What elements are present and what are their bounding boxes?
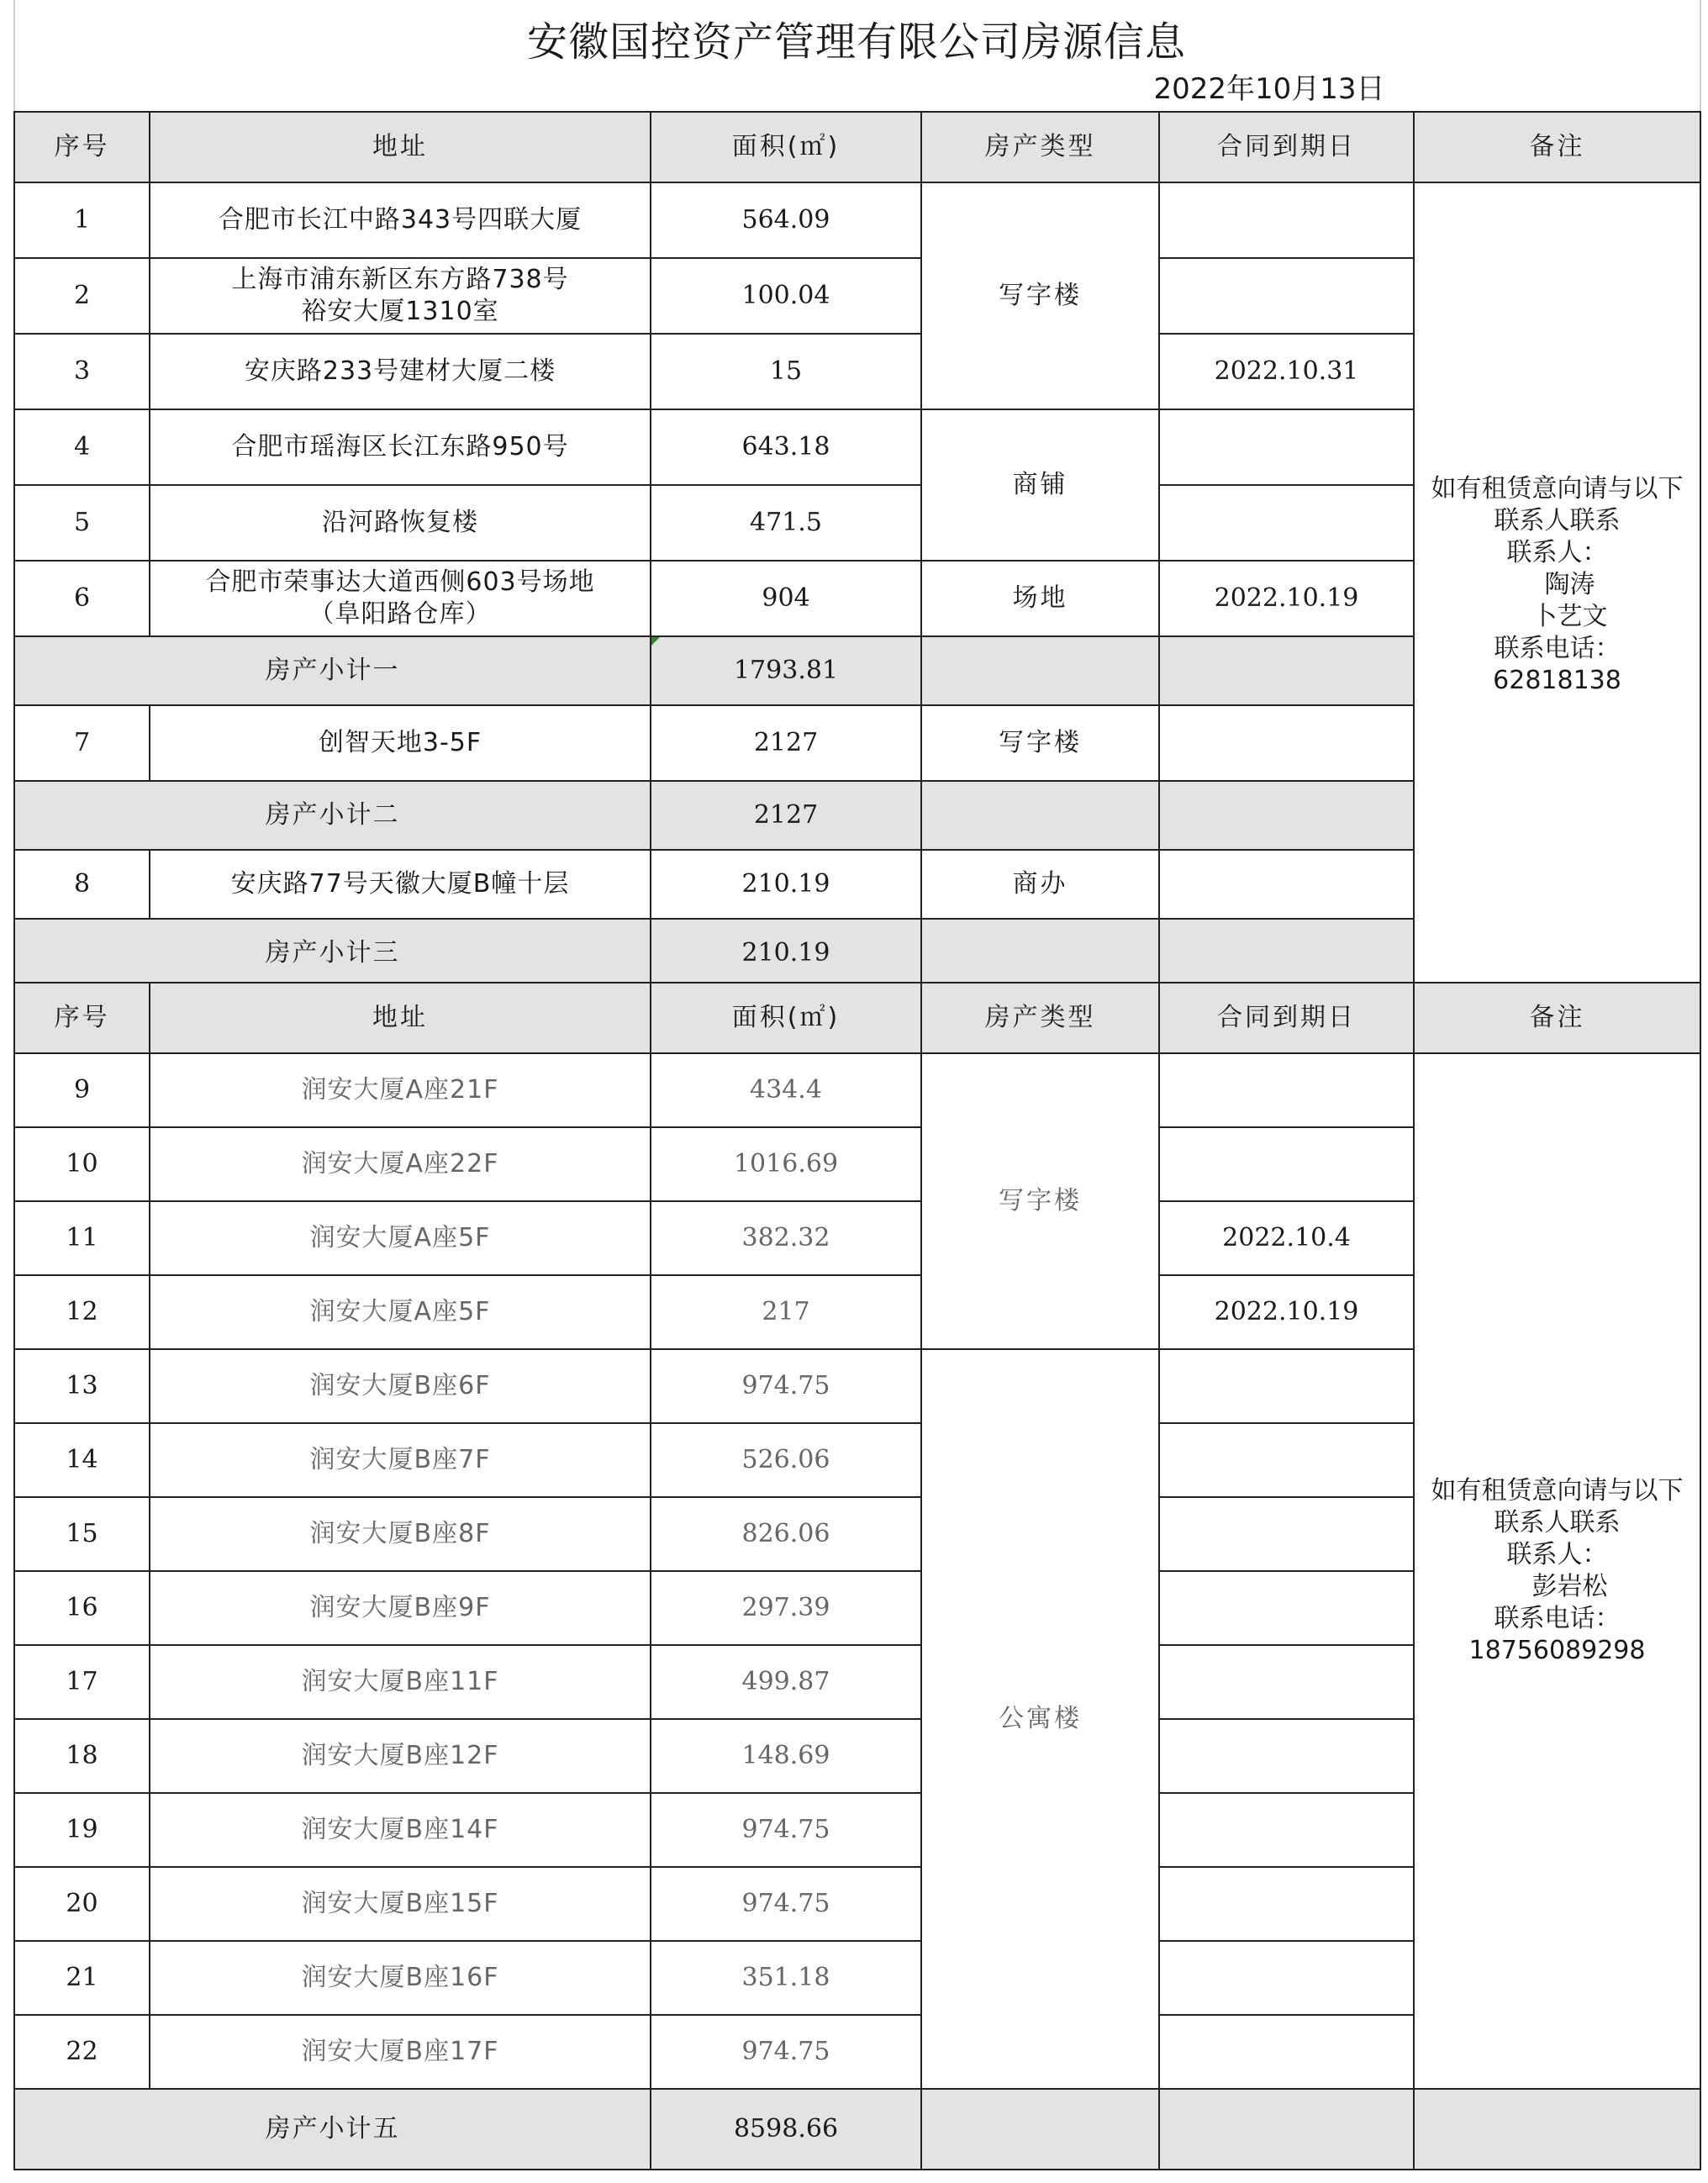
cell-seq: 9 [14,1053,150,1127]
cell-expiry [1159,1645,1414,1719]
cell-area: 148.69 [651,1719,921,1793]
cell-seq: 8 [14,850,150,919]
cell-area: 434.4 [651,1053,921,1127]
cell-address: 润安大厦A座5F [150,1275,651,1349]
cell-address: 合肥市瑶海区长江东路950号 [150,409,651,485]
address-line: 上海市浦东新区东方路738号 [231,265,569,294]
cell-seq: 1 [14,182,150,258]
subtotal-empty [921,2089,1159,2170]
cell-area: 351.18 [651,1941,921,2015]
cell-address: 安庆路77号天徽大厦B幢十层 [150,850,651,919]
cell-seq: 18 [14,1719,150,1793]
remarks-line: 联系电话： [1494,634,1621,663]
subtotal-value: 210.19 [651,919,921,988]
cell-area: 297.39 [651,1571,921,1645]
listing-table-1 [13,111,1701,989]
cell-area: 564.09 [651,182,921,258]
subtotal-value: 8598.66 [651,2089,921,2170]
cell-type: 商铺 [921,409,1159,561]
remarks-line: 联系人联系 [1494,1508,1621,1537]
header-remarks: 备注 [1414,983,1700,1053]
table-row [14,1053,1700,1127]
cell-seq: 6 [14,561,150,636]
cell-area: 643.18 [651,409,921,485]
cell-area: 974.75 [651,1793,921,1867]
cell-seq: 14 [14,1423,150,1497]
cell-seq: 19 [14,1793,150,1867]
subtotal-value: 2127 [651,781,921,850]
cell-type: 写字楼 [921,1053,1159,1349]
header-remarks: 备注 [1414,112,1700,182]
cell-seq: 2 [14,258,150,334]
subtotal-empty [1159,2089,1414,2170]
cell-address: 润安大厦B座17F [150,2015,651,2089]
cell-area: 217 [651,1275,921,1349]
subtotal-label: 房产小计二 [14,781,651,850]
cell-area: 100.04 [651,258,921,334]
cell-seq: 15 [14,1497,150,1571]
subtotal-value [651,636,921,705]
cell-type: 场地 [921,561,1159,636]
cell-seq: 4 [14,409,150,485]
remarks-line: 联系人： [1506,1540,1608,1569]
header-area: 面积(㎡) [651,112,921,182]
header-seq: 序号 [14,112,150,182]
cell-type: 公寓楼 [921,1349,1159,2089]
cell-area: 974.75 [651,2015,921,2089]
subtotal-label: 房产小计一 [14,636,651,705]
cell-seq: 21 [14,1941,150,2015]
cell-address: 润安大厦B座11F [150,1645,651,1719]
cell-expiry [1159,2015,1414,2089]
cell-address: 润安大厦A座22F [150,1127,651,1201]
cell-address: 润安大厦B座16F [150,1941,651,2015]
cell-expiry [1159,705,1414,781]
cell-expiry: 2022.10.4 [1159,1201,1414,1275]
cell-expiry [1159,182,1414,258]
cell-address: 润安大厦B座8F [150,1497,651,1571]
cell-address: 润安大厦B座6F [150,1349,651,1423]
subtotal-label: 房产小计五 [14,2089,651,2170]
subtotal-empty [1159,919,1414,988]
cell-address: 润安大厦A座5F [150,1201,651,1275]
cell-address: 润安大厦A座21F [150,1053,651,1127]
cell-address: 润安大厦B座7F [150,1423,651,1497]
cell-area: 471.5 [651,485,921,561]
header-area: 面积(㎡) [651,983,921,1053]
report-date: 2022年10月13日 [1153,72,1385,106]
cell-address [150,258,651,334]
cell-comment-marker [651,637,660,646]
sheet-border-right [1700,0,1701,111]
subtotal-empty [1414,2089,1700,2170]
cell-address: 安庆路233号建材大厦二楼 [150,334,651,409]
subtotal-value-text: 1793.81 [733,656,839,685]
cell-address: 润安大厦B座12F [150,1719,651,1793]
cell-address: 润安大厦B座9F [150,1571,651,1645]
cell-area: 526.06 [651,1423,921,1497]
cell-expiry [1159,1053,1414,1127]
cell-area: 15 [651,334,921,409]
subtotal-row [14,2089,1700,2170]
cell-seq: 5 [14,485,150,561]
address-line: （阜阳路仓库） [308,599,492,629]
cell-address: 润安大厦B座15F [150,1867,651,1941]
cell-seq: 17 [14,1645,150,1719]
remarks-line: 联系人联系 [1494,506,1621,535]
table-row [14,182,1700,258]
remarks-line: 联系人： [1506,538,1608,567]
cell-seq: 22 [14,2015,150,2089]
address-line: 裕安大厦1310室 [301,297,499,326]
cell-area: 382.32 [651,1201,921,1275]
cell-seq: 11 [14,1201,150,1275]
contact-phone: 62818138 [1493,666,1621,695]
cell-expiry: 2022.10.19 [1159,1275,1414,1349]
cell-area: 210.19 [651,850,921,919]
remarks-line: 联系电话： [1494,1604,1621,1633]
cell-seq: 3 [14,334,150,409]
cell-area: 974.75 [651,1349,921,1423]
cell-address: 合肥市长江中路343号四联大厦 [150,182,651,258]
remarks-line: 如有租赁意向请与以下 [1431,474,1684,504]
header-seq: 序号 [14,983,150,1053]
cell-area: 904 [651,561,921,636]
cell-expiry [1159,1941,1414,2015]
cell-area: 974.75 [651,1867,921,1941]
contact-name: 彭岩松 [1531,1572,1608,1601]
cell-expiry [1159,485,1414,561]
cell-address: 创智天地3-5F [150,705,651,781]
cell-seq: 10 [14,1127,150,1201]
cell-seq: 12 [14,1275,150,1349]
cell-expiry [1159,258,1414,334]
cell-expiry [1159,1867,1414,1941]
cell-expiry [1159,1497,1414,1571]
remarks-line: 如有租赁意向请与以下 [1431,1476,1684,1505]
header-expiry: 合同到期日 [1159,983,1414,1053]
header-type: 房产类型 [921,112,1159,182]
cell-area: 499.87 [651,1645,921,1719]
header-row [14,112,1700,182]
remarks-contact-2 [1414,1053,1700,2089]
cell-seq: 7 [14,705,150,781]
cell-expiry [1159,850,1414,919]
cell-area: 826.06 [651,1497,921,1571]
header-address: 地址 [150,112,651,182]
cell-expiry [1159,409,1414,485]
cell-area: 1016.69 [651,1127,921,1201]
cell-seq: 20 [14,1867,150,1941]
address-line: 合肥市荣事达大道西侧603号场地 [205,567,595,597]
header-expiry: 合同到期日 [1159,112,1414,182]
page-title: 安徽国控资产管理有限公司房源信息 [526,18,1186,66]
cell-expiry [1159,1719,1414,1793]
cell-address [150,561,651,636]
remarks-contact-1 [1414,182,1700,988]
cell-address: 润安大厦B座14F [150,1793,651,1867]
cell-type: 写字楼 [921,705,1159,781]
cell-area: 2127 [651,705,921,781]
listing-table-2 [13,982,1701,2170]
cell-expiry [1159,1793,1414,1867]
cell-expiry: 2022.10.31 [1159,334,1414,409]
cell-type: 写字楼 [921,182,1159,409]
cell-seq: 13 [14,1349,150,1423]
header-address: 地址 [150,983,651,1053]
contact-name: 卜艺文 [1531,602,1608,631]
cell-expiry [1159,1349,1414,1423]
subtotal-empty [921,781,1159,850]
subtotal-empty [921,919,1159,988]
header-type: 房产类型 [921,983,1159,1053]
cell-address: 沿河路恢复楼 [150,485,651,561]
contact-name: 陶涛 [1544,570,1595,599]
cell-seq: 16 [14,1571,150,1645]
cell-expiry [1159,1423,1414,1497]
cell-type: 商办 [921,850,1159,919]
header-row [14,983,1700,1053]
subtotal-label: 房产小计三 [14,919,651,988]
subtotal-empty [1159,636,1414,705]
cell-expiry [1159,1571,1414,1645]
contact-phone: 18756089298 [1468,1636,1646,1665]
cell-expiry [1159,1127,1414,1201]
subtotal-empty [921,636,1159,705]
cell-expiry: 2022.10.19 [1159,561,1414,636]
subtotal-empty [1159,781,1414,850]
